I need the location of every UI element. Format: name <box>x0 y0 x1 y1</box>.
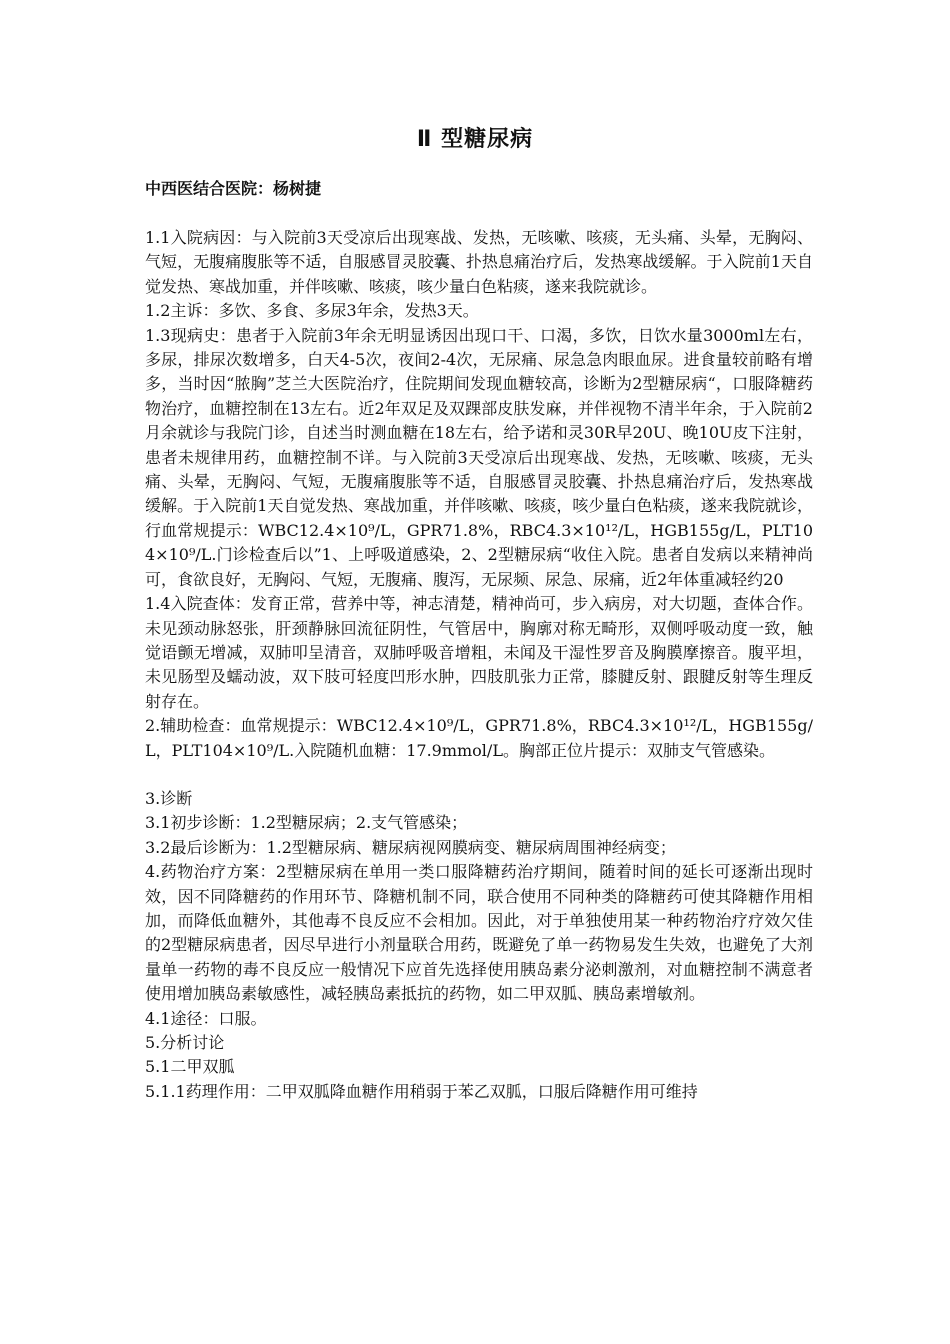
paragraph-2-tests: 2.辅助检查：血常规提示：WBC12.4×10⁹/L，GPR71.8%，RBC4.3×10¹²/L，HGB155g/L，PLT104×10⁹/L.入院随机血糖：17.9mmol/L。胸部正位片提示：双肺支气管感染。 <box>145 716 813 760</box>
paragraph-1-1-cause: 1.1入院病因：与入院前3天受凉后出现寒战、发热，无咳嗽、咳痰，无头痛、头晕，无胸闷、气短，无腹痛腹胀等不适，自服感冒灵胶囊、扑热息痛治疗后，发热寒战缓解。于入院前1天自觉发热、寒战加重，并伴咳嗽、咳痰，咳少量白色粘痰，遂来我院就诊。 <box>145 228 813 296</box>
paragraph-4-treatment-plan: 4.药物治疗方案：2型糖尿病在单用一类口服降糖药治疗期间，随着时间的延长可逐渐出现时效，因不同降糖药的作用环节、降糖机制不同，联合使用不同种类的降糖药可使其降糖作用相加，而降低血糖外，其他毒不良反应不会相加。因此，对于单独使用某一种药物治疗疗效欠佳的2型糖尿病患者，因尽早进行小剂量联合用药，既避免了单一药物易发生失效，也避免了大剂量单一药物的毒不良反应一般情况下应首先选择使用胰岛素分泌刺激剂，对血糖控制不满意者使用增加胰岛素敏感性，减轻胰岛素抵抗的药物，如二甲双胍、胰岛素增敏剂。 <box>145 862 813 1004</box>
document-body <box>145 226 813 1104</box>
paragraph-5-discussion-heading: 5.分析讨论 <box>145 1033 225 1052</box>
paragraph-3-diagnosis-heading: 3.诊断 <box>145 788 193 808</box>
paragraph-4-1-route: 4.1途径：口服。 <box>145 1008 267 1028</box>
document-title: Ⅱ 型糖尿病 <box>416 127 534 152</box>
paragraph-1-4-exam: 1.4入院查体：发育正常，营养中等，神志清楚，精神尚可，步入病房，对大切题，查体合作。未见颈动脉怒张，肝颈静脉回流征阴性，气管居中，胸廓对称无畸形，双侧呼吸动度一致，触觉语颤无增减，双肺叩呈清音，双肺呼吸音增粗，未闻及干湿性罗音及胸膜摩擦音。腹平坦，未见肠型及蠕动波，双下肢可轻度凹形水肿，四肢肌张力正常，膝腱反射、跟腱反射等生理反射存在。 <box>145 594 813 711</box>
paragraph-5-1-metformin: 5.1二甲双胍 <box>145 1057 235 1077</box>
paragraph-5-1-1-pharmacology: 5.1.1药理作用：二甲双胍降血糖作用稍弱于苯乙双胍，口服后降糖作用可维持 <box>145 1081 698 1101</box>
paragraph-3-1-initial-diagnosis: 3.1初步诊断：1.2型糖尿病；2.支气管感染； <box>145 813 468 833</box>
paragraph-1-3-history: 1.3现病史：患者于入院前3年余无明显诱因出现口干、口渴，多饮，日饮水量3000ml左右，多尿，排尿次数增多，白天4-5次，夜间2-4次，无尿痛、尿急急肉眼血尿。进食量较前略有增多，当时因“脓胸”芝兰大医院治疗，住院期间发现血糖较高，诊断为2型糖尿病“，口服降糖药物治疗，血糖控制在13左右。近2年双足及双踝部皮肤发麻，并伴视物不清半年余，于入院前2月余就诊与我院门诊，自述当时测血糖在18左右，给予诺和灵30R早20U、晚10U皮下注射，患者未规律用药，血糖控制不详。与入院前3天受凉后出现寒战、发热，无咳嗽、咳痰，无头痛、头晕，无胸闷、气短，无腹痛腹胀等不适，自服感冒灵胶囊、扑热息痛治疗后，发热寒战缓解。于入院前1天自觉发热、寒战加重，并伴咳嗽、咳痰，咳少量白色粘痰，遂来我院就诊，行血常规提示：WBC12.4×10⁹/L，GPR71.8%，RBC4.3×10¹²/L，HGB155g/L，PLT104×10⁹/L.门诊检查后以”1、上呼吸道感染，2、2型糖尿病“收住入院。患者自发病以来精神尚可，食欲良好，无胸闷、气短，无腹痛、腹泻，无尿频、尿急、尿痛，近2年体重减轻约20 <box>145 325 813 589</box>
paragraph-3-2-final-diagnosis: 3.2最后诊断为：1.2型糖尿病、糖尿病视网膜病变、糖尿病周围神经病变； <box>145 837 676 857</box>
author-line: 中西医结合医院：杨树捷 <box>145 179 322 198</box>
paragraph-1-2-complaint: 1.2主诉：多饮、多食、多尿3年余，发热3天。 <box>145 301 479 321</box>
